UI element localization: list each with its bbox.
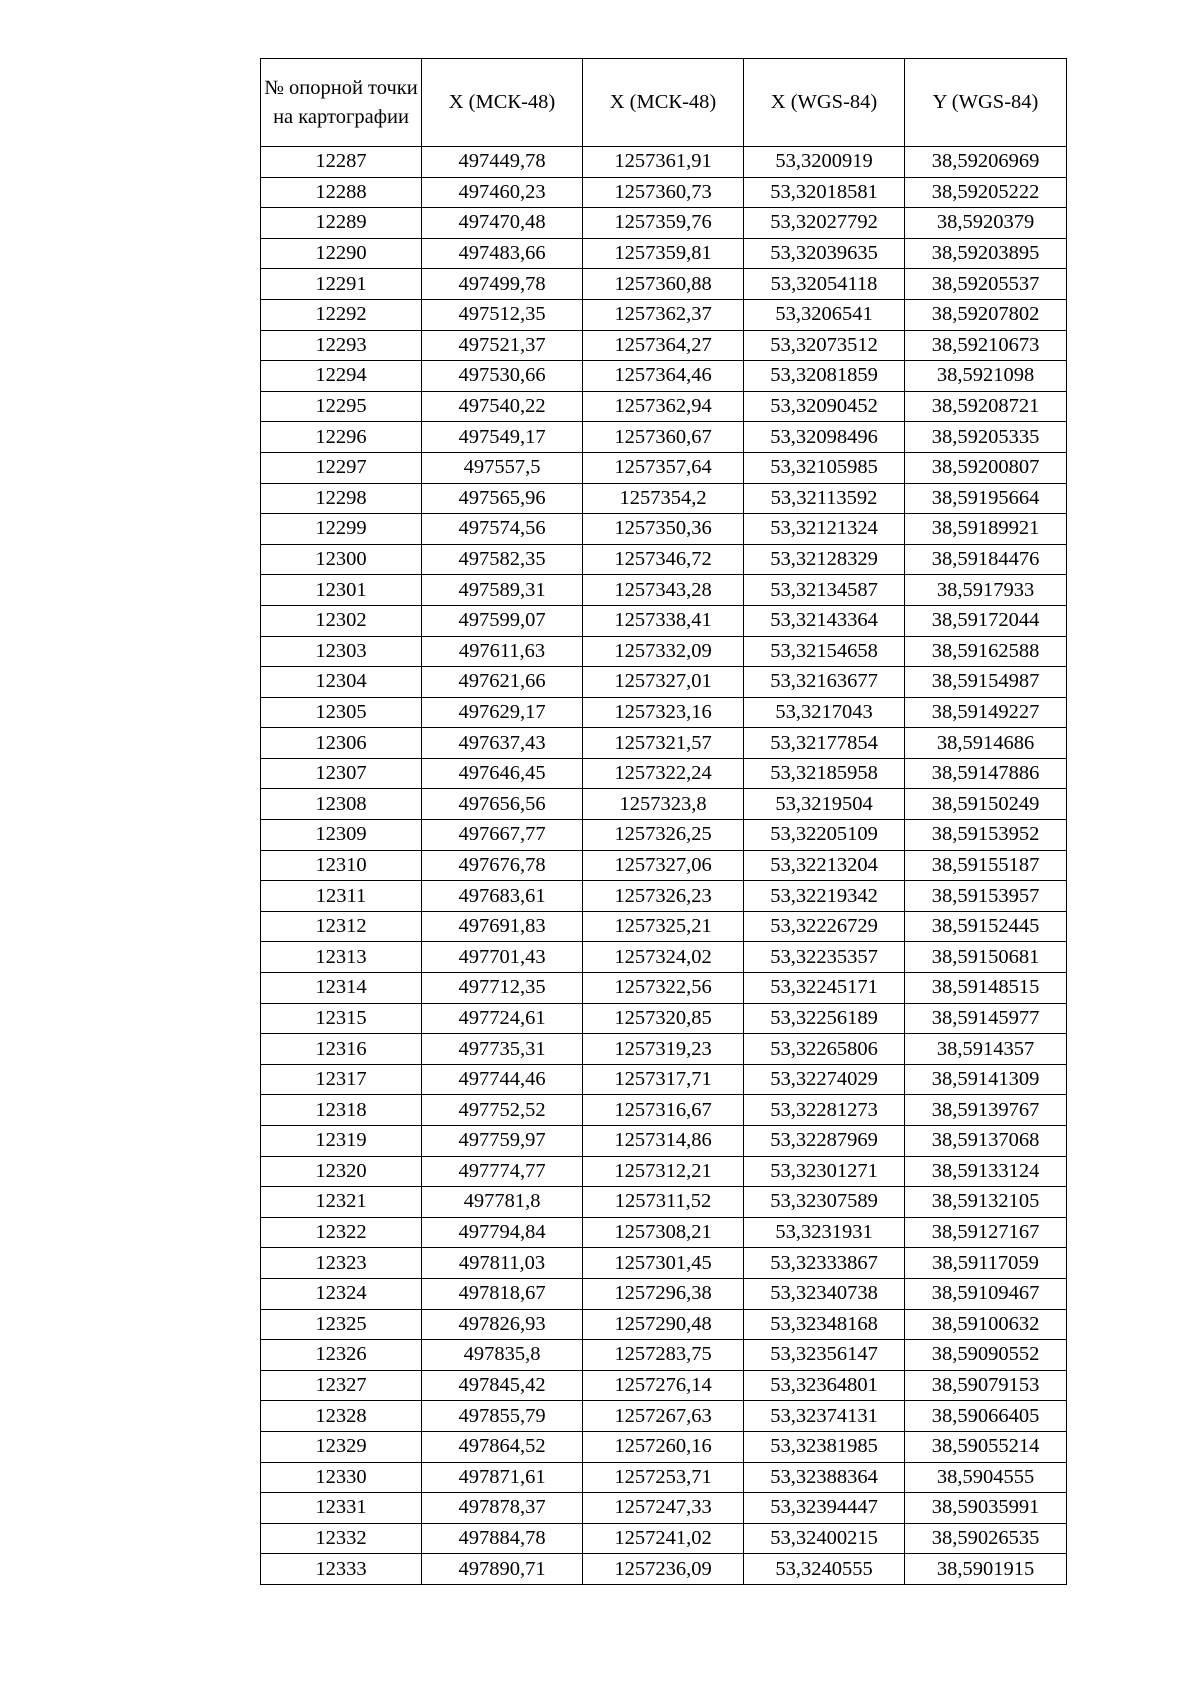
cell-y-wgs84: 38,59195664 [905, 483, 1067, 514]
cell-x-msk48-second: 1257283,75 [583, 1340, 744, 1371]
cell-x-wgs84: 53,32134587 [744, 575, 905, 606]
cell-y-wgs84: 38,59026535 [905, 1523, 1067, 1554]
cell-x-wgs84: 53,32018581 [744, 177, 905, 208]
cell-x-msk48: 497712,35 [422, 973, 583, 1004]
cell-x-wgs84: 53,32400215 [744, 1523, 905, 1554]
cell-point-number: 12329 [261, 1431, 422, 1462]
table-row [261, 391, 1067, 422]
cell-x-wgs84: 53,32394447 [744, 1493, 905, 1524]
cell-x-msk48-second: 1257350,36 [583, 514, 744, 545]
cell-point-number: 12321 [261, 1187, 422, 1218]
cell-y-wgs84: 38,59090552 [905, 1340, 1067, 1371]
cell-point-number: 12307 [261, 758, 422, 789]
cell-x-msk48-second: 1257319,23 [583, 1034, 744, 1065]
cell-x-wgs84: 53,32128329 [744, 544, 905, 575]
table-row [261, 911, 1067, 942]
cell-point-number: 12289 [261, 208, 422, 239]
cell-x-msk48: 497683,61 [422, 881, 583, 912]
cell-x-msk48: 497540,22 [422, 391, 583, 422]
table-row [261, 728, 1067, 759]
cell-y-wgs84: 38,59205222 [905, 177, 1067, 208]
cell-point-number: 12308 [261, 789, 422, 820]
cell-x-msk48: 497701,43 [422, 942, 583, 973]
table-row [261, 1523, 1067, 1554]
cell-x-msk48: 497512,35 [422, 299, 583, 330]
cell-x-msk48-second: 1257332,09 [583, 636, 744, 667]
cell-x-wgs84: 53,32235357 [744, 942, 905, 973]
cell-x-wgs84: 53,32307589 [744, 1187, 905, 1218]
cell-point-number: 12304 [261, 667, 422, 698]
cell-x-wgs84: 53,3219504 [744, 789, 905, 820]
cell-point-number: 12316 [261, 1034, 422, 1065]
cell-x-msk48: 497656,56 [422, 789, 583, 820]
cell-x-msk48: 497611,63 [422, 636, 583, 667]
cell-x-wgs84: 53,32185958 [744, 758, 905, 789]
table-body [261, 147, 1067, 1585]
cell-point-number: 12295 [261, 391, 422, 422]
cell-point-number: 12301 [261, 575, 422, 606]
cell-x-wgs84: 53,32163677 [744, 667, 905, 698]
table-row [261, 1278, 1067, 1309]
cell-y-wgs84: 38,59200807 [905, 452, 1067, 483]
cell-x-msk48-second: 1257360,73 [583, 177, 744, 208]
table-row [261, 1370, 1067, 1401]
cell-y-wgs84: 38,59149227 [905, 697, 1067, 728]
cell-x-wgs84: 53,32105985 [744, 452, 905, 483]
cell-point-number: 12292 [261, 299, 422, 330]
cell-x-wgs84: 53,32073512 [744, 330, 905, 361]
cell-y-wgs84: 38,59154987 [905, 667, 1067, 698]
table-row [261, 269, 1067, 300]
cell-x-msk48-second: 1257321,57 [583, 728, 744, 759]
cell-x-msk48-second: 1257324,02 [583, 942, 744, 973]
cell-x-msk48-second: 1257236,09 [583, 1554, 744, 1585]
table-row [261, 1034, 1067, 1065]
cell-x-msk48: 497735,31 [422, 1034, 583, 1065]
cell-x-msk48-second: 1257326,25 [583, 820, 744, 851]
cell-y-wgs84: 38,59208721 [905, 391, 1067, 422]
table-row [261, 299, 1067, 330]
cell-x-msk48-second: 1257322,56 [583, 973, 744, 1004]
cell-point-number: 12311 [261, 881, 422, 912]
cell-x-msk48-second: 1257296,38 [583, 1278, 744, 1309]
cell-x-msk48-second: 1257253,71 [583, 1462, 744, 1493]
cell-point-number: 12320 [261, 1156, 422, 1187]
cell-y-wgs84: 38,59117059 [905, 1248, 1067, 1279]
cell-x-wgs84: 53,32219342 [744, 881, 905, 912]
table-row [261, 881, 1067, 912]
cell-y-wgs84: 38,59210673 [905, 330, 1067, 361]
cell-y-wgs84: 38,59035991 [905, 1493, 1067, 1524]
cell-x-wgs84: 53,32333867 [744, 1248, 905, 1279]
table-row [261, 1156, 1067, 1187]
cell-x-msk48: 497470,48 [422, 208, 583, 239]
cell-x-msk48-second: 1257320,85 [583, 1003, 744, 1034]
cell-point-number: 12302 [261, 605, 422, 636]
table-row [261, 1309, 1067, 1340]
cell-point-number: 12303 [261, 636, 422, 667]
header-x-wgs84: X (WGS-84) [744, 59, 905, 147]
cell-point-number: 12315 [261, 1003, 422, 1034]
cell-x-wgs84: 53,3200919 [744, 147, 905, 178]
cell-point-number: 12318 [261, 1095, 422, 1126]
cell-point-number: 12331 [261, 1493, 422, 1524]
cell-point-number: 12288 [261, 177, 422, 208]
table-row [261, 1431, 1067, 1462]
header-x-msk48-second: X (МСК-48) [583, 59, 744, 147]
table-row [261, 361, 1067, 392]
cell-x-wgs84: 53,32348168 [744, 1309, 905, 1340]
table-row [261, 1003, 1067, 1034]
cell-x-msk48: 497621,66 [422, 667, 583, 698]
cell-point-number: 12297 [261, 452, 422, 483]
cell-x-msk48-second: 1257322,24 [583, 758, 744, 789]
cell-point-number: 12299 [261, 514, 422, 545]
cell-x-msk48-second: 1257360,88 [583, 269, 744, 300]
table-row [261, 147, 1067, 178]
cell-y-wgs84: 38,59147886 [905, 758, 1067, 789]
table-row [261, 1095, 1067, 1126]
cell-x-wgs84: 53,32081859 [744, 361, 905, 392]
table-row [261, 1401, 1067, 1432]
table-row [261, 1248, 1067, 1279]
cell-x-msk48-second: 1257362,94 [583, 391, 744, 422]
cell-x-msk48: 497759,97 [422, 1126, 583, 1157]
cell-x-msk48-second: 1257323,16 [583, 697, 744, 728]
cell-x-wgs84: 53,32381985 [744, 1431, 905, 1462]
cell-x-msk48: 497724,61 [422, 1003, 583, 1034]
cell-y-wgs84: 38,59100632 [905, 1309, 1067, 1340]
cell-x-msk48: 497744,46 [422, 1064, 583, 1095]
cell-x-wgs84: 53,32177854 [744, 728, 905, 759]
table-row [261, 1554, 1067, 1585]
cell-x-wgs84: 53,32364801 [744, 1370, 905, 1401]
cell-x-msk48: 497582,35 [422, 544, 583, 575]
header-y-wgs84: Y (WGS-84) [905, 59, 1067, 147]
cell-x-msk48: 497835,8 [422, 1340, 583, 1371]
cell-x-msk48: 497549,17 [422, 422, 583, 453]
cell-x-wgs84: 53,32281273 [744, 1095, 905, 1126]
cell-x-msk48-second: 1257325,21 [583, 911, 744, 942]
cell-point-number: 12332 [261, 1523, 422, 1554]
table-row [261, 850, 1067, 881]
cell-x-msk48-second: 1257314,86 [583, 1126, 744, 1157]
cell-x-wgs84: 53,32374131 [744, 1401, 905, 1432]
cell-y-wgs84: 38,59127167 [905, 1217, 1067, 1248]
cell-y-wgs84: 38,59079153 [905, 1370, 1067, 1401]
cell-x-msk48: 497574,56 [422, 514, 583, 545]
cell-point-number: 12300 [261, 544, 422, 575]
cell-x-msk48-second: 1257361,91 [583, 147, 744, 178]
cell-point-number: 12290 [261, 238, 422, 269]
cell-y-wgs84: 38,59162588 [905, 636, 1067, 667]
cell-y-wgs84: 38,59172044 [905, 605, 1067, 636]
cell-x-msk48: 497878,37 [422, 1493, 583, 1524]
cell-x-msk48: 497794,84 [422, 1217, 583, 1248]
cell-y-wgs84: 38,59132105 [905, 1187, 1067, 1218]
cell-x-wgs84: 53,32027792 [744, 208, 905, 239]
table-row [261, 942, 1067, 973]
cell-y-wgs84: 38,5921098 [905, 361, 1067, 392]
table-row [261, 1462, 1067, 1493]
table-row [261, 483, 1067, 514]
cell-x-msk48: 497774,77 [422, 1156, 583, 1187]
cell-point-number: 12309 [261, 820, 422, 851]
cell-point-number: 12314 [261, 973, 422, 1004]
cell-x-msk48-second: 1257360,67 [583, 422, 744, 453]
cell-x-wgs84: 53,32213204 [744, 850, 905, 881]
table-header-row [261, 59, 1067, 147]
cell-x-msk48-second: 1257260,16 [583, 1431, 744, 1462]
cell-x-msk48-second: 1257343,28 [583, 575, 744, 606]
cell-x-msk48: 497811,03 [422, 1248, 583, 1279]
cell-x-wgs84: 53,32340738 [744, 1278, 905, 1309]
cell-point-number: 12327 [261, 1370, 422, 1401]
cell-point-number: 12287 [261, 147, 422, 178]
cell-x-msk48-second: 1257276,14 [583, 1370, 744, 1401]
cell-y-wgs84: 38,59205335 [905, 422, 1067, 453]
cell-x-wgs84: 53,32226729 [744, 911, 905, 942]
cell-x-msk48: 497691,83 [422, 911, 583, 942]
cell-point-number: 12326 [261, 1340, 422, 1371]
cell-x-msk48-second: 1257290,48 [583, 1309, 744, 1340]
cell-x-msk48: 497637,43 [422, 728, 583, 759]
cell-y-wgs84: 38,59150681 [905, 942, 1067, 973]
cell-x-msk48-second: 1257346,72 [583, 544, 744, 575]
cell-x-wgs84: 53,32039635 [744, 238, 905, 269]
table-row [261, 1340, 1067, 1371]
cell-x-wgs84: 53,32301271 [744, 1156, 905, 1187]
cell-x-msk48: 497818,67 [422, 1278, 583, 1309]
cell-x-msk48-second: 1257359,81 [583, 238, 744, 269]
cell-x-msk48: 497483,66 [422, 238, 583, 269]
table-row [261, 789, 1067, 820]
cell-point-number: 12306 [261, 728, 422, 759]
cell-x-msk48-second: 1257301,45 [583, 1248, 744, 1279]
table-row [261, 1126, 1067, 1157]
header-x-msk48: X (МСК-48) [422, 59, 583, 147]
cell-point-number: 12317 [261, 1064, 422, 1095]
cell-x-msk48: 497871,61 [422, 1462, 583, 1493]
table-row [261, 605, 1067, 636]
cell-y-wgs84: 38,59189921 [905, 514, 1067, 545]
cell-x-msk48-second: 1257241,02 [583, 1523, 744, 1554]
table-row [261, 667, 1067, 698]
cell-x-wgs84: 53,32090452 [744, 391, 905, 422]
cell-point-number: 12296 [261, 422, 422, 453]
cell-point-number: 12333 [261, 1554, 422, 1585]
table-row [261, 758, 1067, 789]
cell-x-msk48-second: 1257338,41 [583, 605, 744, 636]
cell-x-wgs84: 53,32154658 [744, 636, 905, 667]
cell-x-msk48-second: 1257354,2 [583, 483, 744, 514]
cell-x-msk48: 497667,77 [422, 820, 583, 851]
cell-x-msk48-second: 1257323,8 [583, 789, 744, 820]
table-row [261, 330, 1067, 361]
cell-x-wgs84: 53,32205109 [744, 820, 905, 851]
cell-y-wgs84: 38,59066405 [905, 1401, 1067, 1432]
cell-y-wgs84: 38,59206969 [905, 147, 1067, 178]
cell-y-wgs84: 38,5904555 [905, 1462, 1067, 1493]
cell-point-number: 12291 [261, 269, 422, 300]
cell-x-msk48: 497589,31 [422, 575, 583, 606]
cell-x-msk48: 497557,5 [422, 452, 583, 483]
cell-y-wgs84: 38,5917933 [905, 575, 1067, 606]
table-row [261, 1217, 1067, 1248]
cell-x-wgs84: 53,32287969 [744, 1126, 905, 1157]
cell-x-msk48: 497826,93 [422, 1309, 583, 1340]
cell-point-number: 12310 [261, 850, 422, 881]
cell-x-msk48: 497752,52 [422, 1095, 583, 1126]
table-row [261, 544, 1067, 575]
cell-point-number: 12322 [261, 1217, 422, 1248]
cell-x-msk48-second: 1257359,76 [583, 208, 744, 239]
table-row [261, 1187, 1067, 1218]
cell-x-msk48: 497676,78 [422, 850, 583, 881]
cell-y-wgs84: 38,59133124 [905, 1156, 1067, 1187]
cell-x-msk48: 497449,78 [422, 147, 583, 178]
table-row [261, 177, 1067, 208]
cell-x-wgs84: 53,32113592 [744, 483, 905, 514]
cell-y-wgs84: 38,5914357 [905, 1034, 1067, 1065]
table-row [261, 1064, 1067, 1095]
cell-x-msk48-second: 1257311,52 [583, 1187, 744, 1218]
cell-x-msk48-second: 1257317,71 [583, 1064, 744, 1095]
cell-y-wgs84: 38,5920379 [905, 208, 1067, 239]
cell-x-msk48: 497460,23 [422, 177, 583, 208]
cell-x-msk48-second: 1257326,23 [583, 881, 744, 912]
table-row [261, 697, 1067, 728]
table-row [261, 422, 1067, 453]
cell-x-wgs84: 53,32256189 [744, 1003, 905, 1034]
cell-y-wgs84: 38,59152445 [905, 911, 1067, 942]
cell-point-number: 12293 [261, 330, 422, 361]
cell-x-msk48: 497884,78 [422, 1523, 583, 1554]
cell-point-number: 12294 [261, 361, 422, 392]
cell-x-msk48: 497565,96 [422, 483, 583, 514]
table-row [261, 452, 1067, 483]
cell-x-wgs84: 53,32245171 [744, 973, 905, 1004]
cell-point-number: 12328 [261, 1401, 422, 1432]
cell-x-wgs84: 53,32356147 [744, 1340, 905, 1371]
cell-x-msk48: 497521,37 [422, 330, 583, 361]
cell-x-msk48: 497890,71 [422, 1554, 583, 1585]
cell-x-wgs84: 53,32274029 [744, 1064, 905, 1095]
cell-x-msk48: 497864,52 [422, 1431, 583, 1462]
cell-x-wgs84: 53,32098496 [744, 422, 905, 453]
cell-y-wgs84: 38,59141309 [905, 1064, 1067, 1095]
cell-x-msk48-second: 1257267,63 [583, 1401, 744, 1432]
cell-point-number: 12319 [261, 1126, 422, 1157]
cell-x-msk48: 497599,07 [422, 605, 583, 636]
cell-x-msk48: 497499,78 [422, 269, 583, 300]
cell-x-msk48-second: 1257312,21 [583, 1156, 744, 1187]
cell-y-wgs84: 38,59184476 [905, 544, 1067, 575]
table-row [261, 973, 1067, 1004]
cell-x-wgs84: 53,32054118 [744, 269, 905, 300]
cell-x-msk48: 497530,66 [422, 361, 583, 392]
cell-x-wgs84: 53,32388364 [744, 1462, 905, 1493]
table-row [261, 820, 1067, 851]
cell-x-msk48: 497646,45 [422, 758, 583, 789]
table-row [261, 636, 1067, 667]
table-row [261, 1493, 1067, 1524]
coordinates-table [260, 58, 1067, 1585]
cell-x-msk48-second: 1257364,27 [583, 330, 744, 361]
cell-x-wgs84: 53,32121324 [744, 514, 905, 545]
cell-y-wgs84: 38,59153952 [905, 820, 1067, 851]
cell-point-number: 12325 [261, 1309, 422, 1340]
cell-x-wgs84: 53,32265806 [744, 1034, 905, 1065]
cell-point-number: 12305 [261, 697, 422, 728]
cell-y-wgs84: 38,59155187 [905, 850, 1067, 881]
cell-y-wgs84: 38,59145977 [905, 1003, 1067, 1034]
cell-y-wgs84: 38,59153957 [905, 881, 1067, 912]
cell-x-msk48: 497781,8 [422, 1187, 583, 1218]
table-row [261, 208, 1067, 239]
cell-point-number: 12313 [261, 942, 422, 973]
cell-y-wgs84: 38,59205537 [905, 269, 1067, 300]
cell-x-msk48: 497845,42 [422, 1370, 583, 1401]
cell-point-number: 12298 [261, 483, 422, 514]
cell-y-wgs84: 38,59148515 [905, 973, 1067, 1004]
cell-y-wgs84: 38,59137068 [905, 1126, 1067, 1157]
cell-x-wgs84: 53,3231931 [744, 1217, 905, 1248]
cell-x-wgs84: 53,3217043 [744, 697, 905, 728]
cell-x-wgs84: 53,3206541 [744, 299, 905, 330]
cell-x-msk48-second: 1257362,37 [583, 299, 744, 330]
cell-y-wgs84: 38,59139767 [905, 1095, 1067, 1126]
cell-x-msk48-second: 1257327,06 [583, 850, 744, 881]
cell-x-msk48-second: 1257327,01 [583, 667, 744, 698]
table-row [261, 514, 1067, 545]
table-row [261, 575, 1067, 606]
cell-point-number: 12324 [261, 1278, 422, 1309]
cell-x-msk48: 497629,17 [422, 697, 583, 728]
cell-x-msk48-second: 1257247,33 [583, 1493, 744, 1524]
header-point-number: № опорной точки на картографии [261, 59, 422, 147]
cell-y-wgs84: 38,5914686 [905, 728, 1067, 759]
cell-x-msk48-second: 1257308,21 [583, 1217, 744, 1248]
cell-x-msk48-second: 1257364,46 [583, 361, 744, 392]
cell-x-wgs84: 53,32143364 [744, 605, 905, 636]
cell-y-wgs84: 38,5901915 [905, 1554, 1067, 1585]
cell-y-wgs84: 38,59207802 [905, 299, 1067, 330]
cell-y-wgs84: 38,59109467 [905, 1278, 1067, 1309]
cell-x-wgs84: 53,3240555 [744, 1554, 905, 1585]
cell-point-number: 12323 [261, 1248, 422, 1279]
cell-y-wgs84: 38,59203895 [905, 238, 1067, 269]
cell-x-msk48-second: 1257357,64 [583, 452, 744, 483]
cell-point-number: 12330 [261, 1462, 422, 1493]
cell-y-wgs84: 38,59150249 [905, 789, 1067, 820]
cell-x-msk48: 497855,79 [422, 1401, 583, 1432]
cell-x-msk48-second: 1257316,67 [583, 1095, 744, 1126]
cell-point-number: 12312 [261, 911, 422, 942]
table-row [261, 238, 1067, 269]
cell-y-wgs84: 38,59055214 [905, 1431, 1067, 1462]
